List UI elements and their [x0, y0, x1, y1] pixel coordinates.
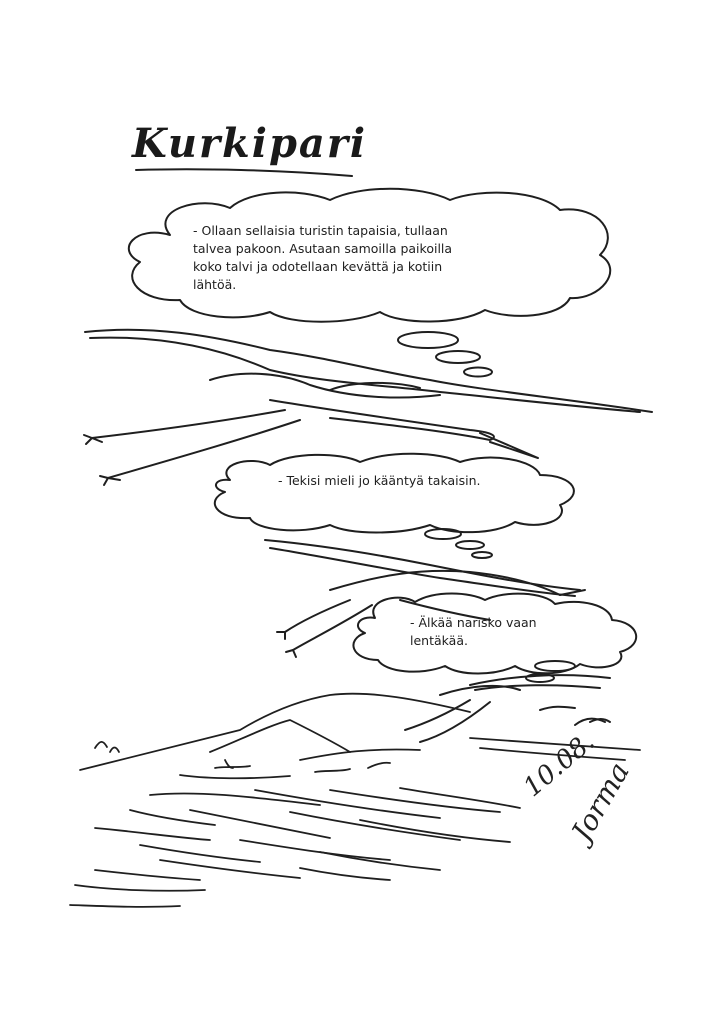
- thought-dot: [472, 552, 492, 558]
- thought-bubble-2: [215, 454, 574, 533]
- speech-text-3: - Älkää narisko vaan lentäkää.: [410, 615, 537, 648]
- water-strokes: [70, 788, 520, 907]
- signature-name: Jorma: [565, 756, 636, 847]
- thought-dot: [436, 351, 480, 363]
- thought-dot: [398, 332, 458, 348]
- page-title: Kurkipari: [132, 120, 368, 167]
- thought-dot: [456, 541, 484, 549]
- title-underline: [136, 169, 352, 176]
- crane-1: [84, 330, 652, 485]
- thought-dot: [535, 661, 575, 671]
- thought-dot: [464, 368, 492, 377]
- signature-date: 10.08.: [518, 726, 601, 803]
- speech-text-1: - Ollaan sellaisia turistin tapaisia, tullaan talvea pakoon. Asutaan samoilla paikoilla koko talvi ja odotellaan kevättä ja kotiin lähtöä.: [193, 223, 453, 292]
- speech-text-2: - Tekisi mieli jo kääntyä takaisin.: [278, 473, 481, 488]
